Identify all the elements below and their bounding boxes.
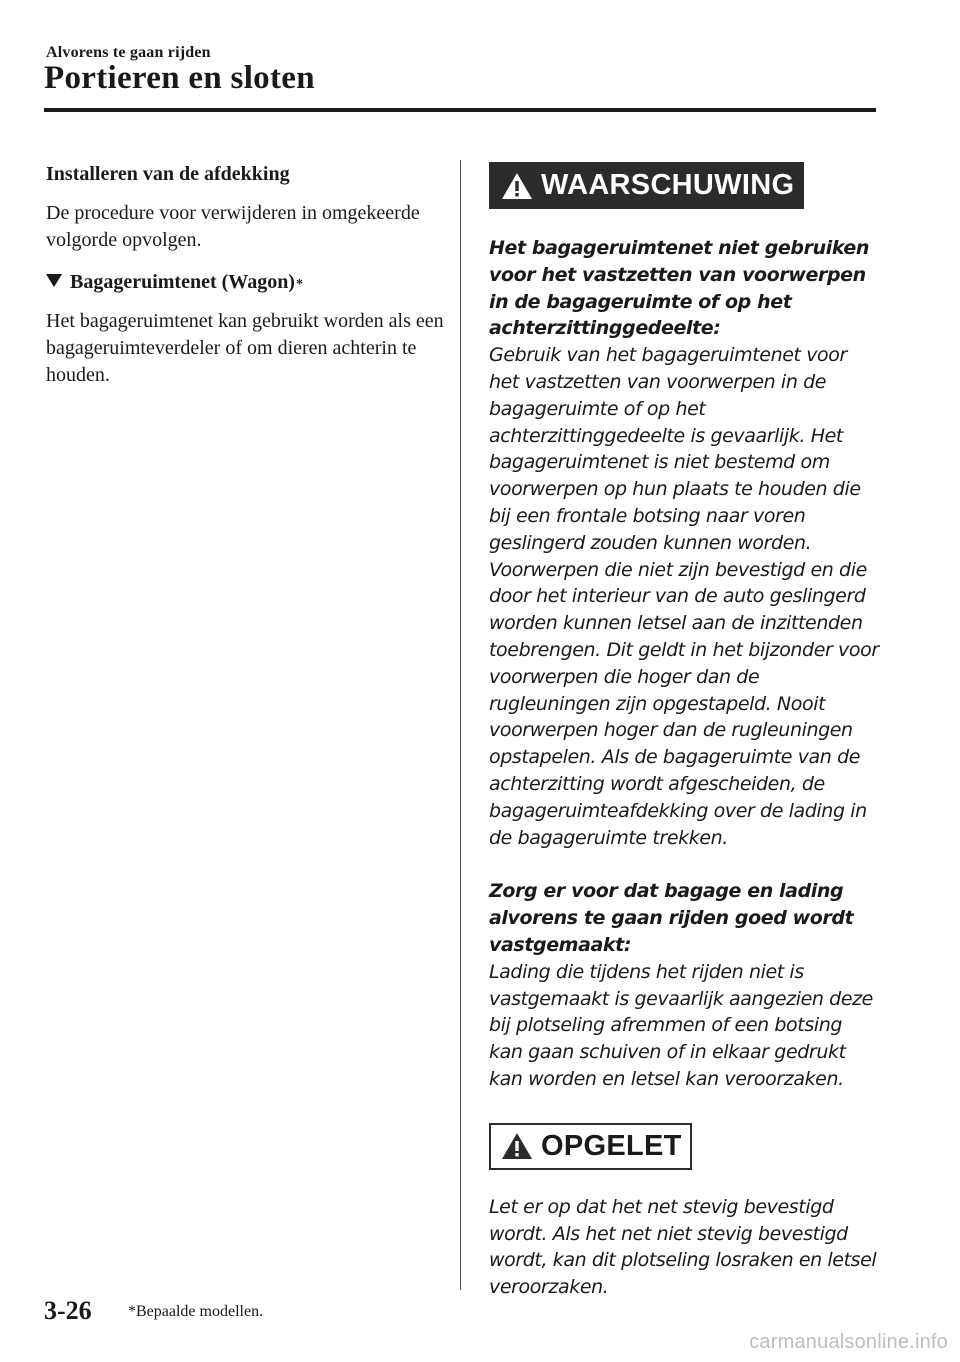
subheading-luggage-net: Bagageruimtenet (Wagon) * [46, 268, 446, 296]
caution-label: OPGELET [541, 1129, 682, 1162]
triangle-down-icon [46, 274, 62, 287]
column-divider [460, 160, 461, 1290]
warning-block-1-body: Gebruik van het bagageruimtenet voor het vastzetten van voorwerpen in de bagageruimte of op het achterzittinggedeelte is gevaarlijk. Het bagageruimtenet is niet bestemd om voorwerpen op hun plaats te houden die bij een frontale botsing naar voren geslingerd zouden kunnen worden. Voorwerpen die niet zijn bevestigd en die door het interieur van de auto geslingerd worden kunnen letsel aan de inzittenden toebrengen. Dit geldt in het bijzonder voor voorwerpen die hoger dan de rugleuningen zijn opgestapeld. Nooit voorwerpen hoger dan de rugleuningen opstapelen. Als de bagageruimte van de achterzitting wordt afgescheiden, de bagageruimteafdekking over de lading in de bagageruimte trekken. [489, 344, 879, 849]
heading-installing-cover: Installeren van de afdekking [46, 163, 290, 185]
subheading-luggage-net-label: Bagageruimtenet (Wagon) [70, 271, 295, 293]
warning-banner [489, 162, 804, 209]
warning-block-1-title: Het bagageruimtenet niet gebruiken voor het vastzetten van voorwerpen in de bagageruimte of op het achterzittinggedeelte: [489, 237, 869, 340]
chapter-label: Alvorens te gaan rijden [46, 44, 211, 61]
warning-label: WAARSCHUWING [541, 169, 795, 201]
watermark: carmanualsonline.info [749, 1331, 948, 1353]
caution-banner [489, 1123, 692, 1170]
warning-triangle-icon [501, 1132, 533, 1160]
paragraph-procedure: De procedure voor verwijderen in omgekeerde volgorde opvolgen. [46, 202, 420, 251]
warning-block-2-title: Zorg er voor dat bagage en lading alvorens te gaan rijden goed wordt vastgemaakt: [489, 880, 854, 956]
left-column [46, 160, 446, 403]
page-title: Portieren en sloten [44, 60, 315, 96]
footnote: *Bepaalde modellen. [128, 1303, 264, 1320]
right-column [489, 162, 879, 1301]
caution-body: Let er op dat het net stevig bevestigd wordt. Als het net niet stevig bevestigd wordt, kan dit plotseling losraken en letsel veroorzaken. [489, 1195, 877, 1299]
warning-block-2-body: Lading die tijdens het rijden niet is vastgemaakt is gevaarlijk aangezien deze bij plotseling afremmen of een botsing kan gaan schuiven of in elkaar gedrukt kan worden en letsel kan veroorzaken. [489, 960, 873, 1090]
header-rule [44, 108, 876, 112]
page-number: 3-26 [44, 1296, 92, 1325]
paragraph-luggage-net: Het bagageruimtenet kan gebruikt worden als een bagageruimteverdeler of om dieren achterin te houden. [46, 310, 444, 386]
warning-triangle-icon [501, 172, 533, 200]
